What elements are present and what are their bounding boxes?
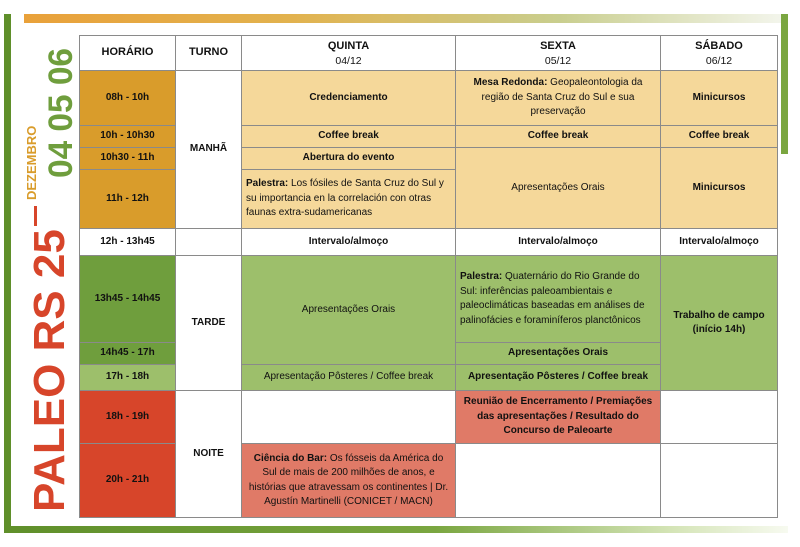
time-cell: 10h - 10h30: [80, 125, 176, 147]
header-row: [80, 36, 778, 71]
empty-cell: [661, 444, 778, 518]
event-logo: [14, 30, 80, 520]
posteres-cell: Apresentação Pôsteres / Coffee break: [456, 365, 661, 391]
minicursos-cell: Minicursos: [661, 147, 778, 228]
apresentacoes-orais-cell: Apresentações Orais: [456, 343, 661, 365]
time-cell: 17h - 18h: [80, 365, 176, 391]
day-name: SEXTA: [540, 39, 576, 52]
palestra-cell: [456, 255, 661, 342]
intervalo-cell: Intervalo/almoço: [242, 228, 456, 255]
encerramento-cell: Reunião de Encerramento / Premiações das apresentações / Resultado do Concurso de Paleoarte: [456, 391, 661, 444]
turno-noite: NOITE: [176, 391, 242, 518]
day-name: QUINTA: [327, 39, 370, 52]
session-text: Quaternário do Rio Grande do Sul: inferências paleoambientais e paleoclimáticas baseadas em análises de palinofácies e foraminíferos planctônicos: [460, 271, 645, 326]
mesa-redonda-cell: [456, 70, 661, 125]
session-label: Ciência do Bar:: [253, 452, 328, 464]
trabalho-de-campo-cell: Trabalho de campo (início 14h): [661, 255, 778, 390]
day-date: 05/12: [544, 54, 572, 67]
session-text: Geopaleontologia da região de Santa Cruz do Sul e sua preservação: [481, 77, 643, 118]
intervalo-cell: Intervalo/almoço: [456, 228, 661, 255]
table-row: [80, 391, 778, 444]
time-cell: 18h - 19h: [80, 391, 176, 444]
logo-divider: [34, 206, 37, 226]
month-text: DEZEMBRO: [24, 125, 39, 200]
schedule-table: [79, 35, 778, 518]
time-cell: 14h45 - 17h: [80, 343, 176, 365]
coffee-break-cell: Coffee break: [242, 125, 456, 147]
sabado-header: [661, 36, 778, 71]
session-label: Palestra:: [246, 178, 289, 189]
time-cell: 12h - 13h45: [80, 228, 176, 255]
empty-cell: [456, 444, 661, 518]
intervalo-cell: Intervalo/almoço: [661, 228, 778, 255]
right-border-stripe: [781, 14, 788, 154]
days-text: 04 05 06: [42, 45, 80, 178]
turno-manha: MANHÃ: [176, 70, 242, 228]
turno-header: TURNO: [176, 36, 242, 71]
palestra-cell: [242, 169, 456, 228]
empty-cell: [242, 391, 456, 444]
session-label: Mesa Redonda:: [473, 77, 548, 89]
table-row: [80, 228, 778, 255]
bottom-border-stripe: [4, 526, 788, 533]
left-border-stripe: [4, 14, 11, 533]
coffee-break-cell: Coffee break: [661, 125, 778, 147]
day-date: 06/12: [705, 54, 733, 67]
coffee-break-cell: Coffee break: [456, 125, 661, 147]
table-row: [80, 255, 778, 342]
empty-cell: [661, 391, 778, 444]
sexta-header: [456, 36, 661, 71]
abertura-cell: Abertura do evento: [242, 147, 456, 169]
apresentacoes-orais-cell: Apresentações Orais: [242, 255, 456, 364]
credenciamento-cell: Credenciamento: [242, 70, 456, 125]
day-date: 04/12: [335, 54, 362, 67]
time-cell: 10h30 - 11h: [80, 147, 176, 169]
session-text: Os fósseis da América do Sul de mais de 200 milhões de anos, e histórias que atravessam os continentes | Dr. Agustín Martinelli (CONICET / MACN): [248, 452, 449, 508]
time-cell: 20h - 21h: [80, 444, 176, 518]
session-label: Palestra:: [460, 271, 503, 283]
table-row: [80, 70, 778, 125]
empty-turno-cell: [176, 228, 242, 255]
posteres-cell: Apresentação Pôsteres / Coffee break: [242, 365, 456, 391]
horario-header: HORÁRIO: [80, 36, 176, 71]
session-text: Los fósiles de Santa Cruz do Sul y su importancia en la correlación con otras faunas extra-sudamericanas: [246, 178, 444, 218]
day-name: SÁBADO: [695, 39, 743, 52]
event-name-text: PALEO RS 25: [25, 229, 74, 512]
time-cell: 13h45 - 14h45: [80, 255, 176, 342]
time-cell: 08h - 10h: [80, 70, 176, 125]
time-cell: 11h - 12h: [80, 169, 176, 228]
apresentacoes-orais-cell: Apresentações Orais: [456, 147, 661, 228]
quinta-header: [242, 36, 456, 71]
top-border-stripe: [24, 14, 788, 23]
turno-tarde: TARDE: [176, 255, 242, 390]
ciencia-do-bar-cell: [242, 444, 456, 518]
minicursos-cell: Minicursos: [661, 70, 778, 125]
